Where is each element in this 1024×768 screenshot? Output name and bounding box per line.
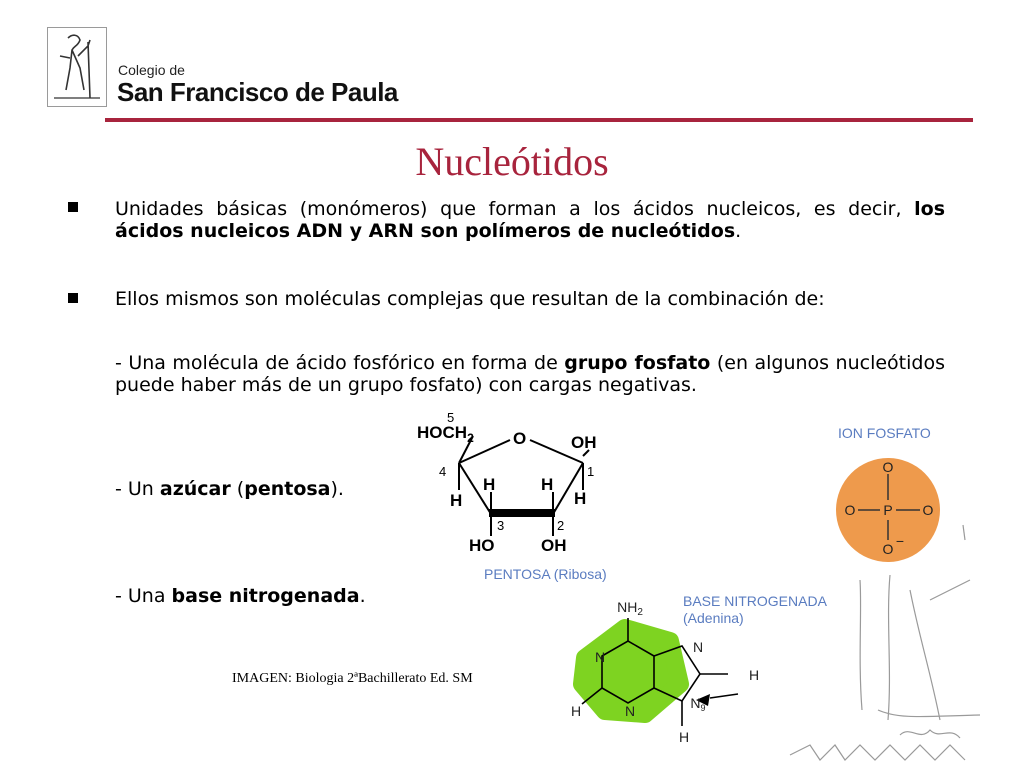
pentose-h-c1: H <box>574 489 587 508</box>
paragraph-1-bold: los ácidos nucleicos ADN y ARN son polímeros de nucleótidos <box>115 198 945 242</box>
header-divider <box>105 118 973 122</box>
phosphate-charge: − <box>895 533 905 549</box>
paragraph-base <box>115 585 445 607</box>
pentose-ring-oxygen: O <box>513 429 527 448</box>
page-title: Nucleótidos <box>415 139 609 184</box>
logo-line-2: San Francisco de Paula <box>117 77 398 107</box>
pentose-oh-c1: OH <box>571 433 597 452</box>
pentose-h-c2: H <box>541 475 554 494</box>
carbon-number-5: 5 <box>447 410 455 425</box>
ring-bold-edge <box>489 509 555 517</box>
adenine-n3: N <box>624 703 636 719</box>
paragraph-1-text: Unidades básicas (monómeros) que forman a los ácidos nucleicos, es decir, <box>115 198 915 220</box>
phosphate-o-left: O <box>844 502 856 518</box>
paragraph-sugar-mid: ( <box>230 478 245 500</box>
adenine-h2: H <box>570 703 582 719</box>
paragraph-sugar <box>115 478 415 500</box>
pentose-hoch2: $HOCH_2$ <box>417 423 474 445</box>
logo-line-1: Colegio de <box>118 62 185 78</box>
adenine-n9: $N_9$ <box>690 695 706 713</box>
adenine-h9: H <box>678 729 690 745</box>
pentose-h-c4: H <box>450 491 463 510</box>
pentose-ho-c3: HO <box>469 536 495 555</box>
paragraph-sugar-bold: azúcar <box>159 478 231 500</box>
glycosidic-arrow <box>710 694 738 698</box>
pentose-structure <box>415 408 615 558</box>
adenine-nh2: $NH_2$ <box>617 599 643 618</box>
carbon-number-4: 4 <box>439 464 447 479</box>
paragraph-base-bold: base nitrogenada <box>171 585 360 607</box>
phosphate-o-right: O <box>922 502 934 518</box>
pentose-label: PENTOSA (Ribosa) <box>484 566 607 582</box>
paragraph-base-text: - Una <box>115 585 172 607</box>
carbon-number-2: 2 <box>557 518 565 533</box>
adenine-n7: N <box>692 639 704 655</box>
carbon-number-3: 3 <box>497 518 505 533</box>
paragraph-1-end: . <box>735 220 742 242</box>
paragraph-phosphate-rest: (en algunos nucleótidos puede haber más de un grupo fosfato) con cargas negativas. <box>115 352 945 396</box>
adenine-n1: N <box>594 649 606 665</box>
paragraph-sugar-end: ). <box>330 478 344 500</box>
carbon-number-1: 1 <box>587 464 595 479</box>
image-caption: IMAGEN: Biologia 2ªBachillerato Ed. SM <box>232 671 473 686</box>
paragraph-phosphate <box>115 352 945 396</box>
saint-figure-icon <box>48 28 106 106</box>
base-label-line-2: (Adenina) <box>683 610 744 626</box>
adenine-structure <box>560 596 770 746</box>
paragraph-phosphate-bold: grupo fosfato <box>564 352 711 374</box>
phosphate-label: ION FOSFATO <box>838 425 931 441</box>
paragraph-sugar-bold-2: pentosa <box>244 478 331 500</box>
paragraph-1 <box>115 198 945 242</box>
bullet-marker-2 <box>68 293 78 303</box>
paragraph-phosphate-text: - Una molécula de ácido fosfórico en forma de <box>115 352 565 374</box>
pentose-h-c3: H <box>483 475 496 494</box>
handwriting-sketch <box>780 520 1024 768</box>
paragraph-base-end: . <box>359 585 366 607</box>
phosphate-p: P <box>883 502 893 518</box>
paragraph-sugar-text: - Un <box>115 478 160 500</box>
pentose-oh-c2: OH <box>541 536 567 555</box>
base-label-line-1: BASE NITROGENADA <box>683 593 827 609</box>
logo-emblem <box>47 27 107 107</box>
adenine-h8: H <box>748 667 760 683</box>
phosphate-o-bottom: O <box>882 541 894 557</box>
phosphate-o-top: O <box>882 459 894 475</box>
paragraph-2: Ellos mismos son moléculas complejas que resultan de la combinación de: <box>115 288 825 310</box>
bullet-marker-1 <box>68 202 78 212</box>
